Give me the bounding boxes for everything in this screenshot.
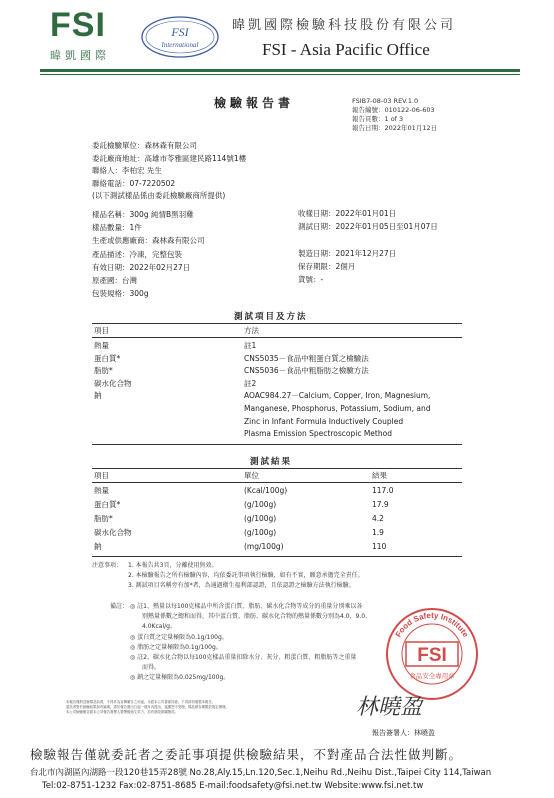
result-item: 熱量 [94, 486, 109, 495]
method-item: 熱量 [94, 341, 109, 350]
sample-lot-value: - [320, 275, 324, 284]
methods-header-rule [92, 337, 462, 338]
methods-col-method: 方法 [244, 326, 259, 335]
method-value: CNS5035－食品中粗蛋白質之檢驗法 [244, 353, 369, 363]
methods-items [94, 340, 132, 403]
form-code: FSIB7-08-03 REV.1.0 [352, 97, 419, 105]
sample-lot-label: 貨號： [298, 275, 321, 284]
fsi-logo-subtitle: 暐凱國際 [50, 49, 110, 62]
food-safety-stamp [384, 606, 480, 702]
client-contact-label: 聯絡人： [92, 166, 122, 175]
sample-maker-label: 生產或供應廠商： [92, 236, 152, 246]
method-value-continued: Manganese, Phosphorus, Potassium, Sodium, and [244, 403, 431, 413]
sample-pack: 300g [129, 289, 149, 299]
sample-origin-label: 原產國： [92, 276, 122, 286]
remarks-label: 備註： [110, 603, 129, 610]
results-bottom-rule [92, 556, 462, 557]
results-col-item: 項目 [94, 471, 109, 480]
method-item: 脂肪* [94, 366, 113, 376]
result-value: 17.9 [372, 500, 389, 509]
remark-item: 而得。 [142, 664, 161, 672]
remark-item: ◎ 註2、碳水化合物以每100克樣品重量扣除水分、灰分、粗蛋白質、粗脂肪等之重量 [130, 654, 357, 662]
method-value: 註2 [244, 378, 257, 388]
results-title: 測試結果 [250, 457, 293, 467]
results-units [244, 484, 287, 554]
sample-desc-label: 產品描述： [92, 249, 130, 259]
method-item: 碳水化合物 [94, 378, 132, 388]
page-count: 1 of 3 [384, 115, 404, 123]
fineprint-line: 本公司檢驗報告經本公司報告簽署人簽署後始生效力，若有塗改即屬無效。 [66, 710, 178, 714]
notes-list [128, 561, 468, 591]
stamp-ring-text: Food Safety Institute [393, 610, 471, 639]
sample-pack-label: 包裝規格： [92, 289, 130, 299]
sample-mfg [298, 248, 396, 259]
results-values [372, 484, 393, 554]
method-value-continued: Zinc in Infant Formula Inductively Coupled [244, 416, 404, 426]
header-divider-thin [40, 74, 520, 75]
sample-mfg-label: 製造日期： [298, 249, 336, 258]
client-contact: 李柏宏 先生 [122, 166, 162, 175]
results-col-result: 結果 [372, 471, 387, 480]
note-item: 1. 本報告共3頁，分離使用無效。 [128, 562, 218, 569]
signer-name: 林曉盈 [414, 729, 435, 737]
method-value: 註1 [244, 341, 257, 350]
remark-item: ◎ 註1、熱量以每100克樣品中所含蛋白質、脂肪、碳水化合物等成分的重量分別乘以各 [130, 603, 363, 610]
sample-recv [298, 208, 396, 219]
method-value: AOAC984.27－Calcium, Copper, Iron, Magnesium, [244, 391, 431, 401]
client-info [92, 140, 246, 203]
result-item: 碳水化合物 [94, 528, 132, 537]
sample-desc: 冷凍，完整包裝 [129, 249, 182, 259]
client-address-label: 委託廠商地址： [92, 153, 145, 163]
result-unit: (g/100g) [244, 514, 277, 523]
result-value: 110 [372, 542, 387, 551]
client-phone: 07-7220502 [129, 178, 176, 188]
results-header-rule [92, 482, 462, 483]
client-unit-label: 委託檢驗單位： [92, 141, 145, 150]
methods-top-rule [92, 323, 462, 324]
result-item: 脂肪* [94, 514, 113, 523]
result-value: 117.0 [372, 486, 394, 495]
report-date-label: 報告日期： [352, 124, 385, 132]
emblem-subtext: International [161, 41, 199, 49]
sample-test [298, 221, 438, 232]
footer-disclaimer: 檢驗報告僅就委託者之委託事項提供檢驗結果，不對產品合法性做判斷。 [30, 747, 463, 762]
methods-values [244, 340, 469, 441]
results-top-rule [92, 468, 462, 469]
sample-name: 300g 純情B黑羽雞 [129, 210, 194, 219]
fsi-logo: FSI [50, 6, 106, 44]
header-divider [40, 69, 520, 72]
sample-qty: 1件 [129, 223, 142, 233]
result-item: 蛋白質* [94, 500, 121, 509]
report-meta [352, 97, 437, 133]
sample-info-left [92, 208, 205, 300]
client-phone-label: 聯絡電話： [92, 178, 130, 188]
sample-qty-label: 樣品數量： [92, 223, 130, 233]
results-items [94, 484, 132, 554]
handwritten-signature: 林曉盈 [356, 694, 423, 719]
note-item: 3. 測試項目名稱旁有加*者，為通過衛生福利部認證，且依認證之檢驗方法執行檢驗。 [128, 582, 355, 589]
sample-test-label: 測試日期： [298, 222, 336, 231]
note-item: 2. 本檢驗報告之所有檢驗內容，均依委託事項執行檢驗，如有不實，願意承擔完全責任。 [128, 572, 364, 579]
method-item: 鈉 [94, 391, 102, 401]
client-unit: 森林森有限公司 [144, 141, 197, 150]
methods-bottom-rule [92, 444, 462, 445]
sample-expiry-label: 有效日期： [92, 262, 130, 272]
fineprint-line: 委託者對於檢驗結果如有疑義，請於報告發出日起一個月內提出，逾期恕不受理。樣品保存期限依規定辦理。 [66, 705, 229, 709]
result-unit: (g/100g) [244, 500, 277, 509]
stamp-bottom: 食品安全專用章 [409, 672, 455, 680]
footer-address: 台北市內湖區內湖路一段120巷15弄28號 No.28,Aly.15,Ln.120,Sec.1,Neihu Rd.,Neihu Dist.,Taipei City 114,Taiwan [30, 768, 492, 778]
company-name-zh: 暐凱國際檢驗科技股份有限公司 [232, 18, 457, 33]
sample-test-value: 2022年01月05日至01月07日 [335, 222, 438, 231]
fineprint [66, 700, 366, 715]
methods-col-item: 項目 [94, 326, 109, 335]
sample-origin: 台灣 [122, 276, 137, 286]
remark-item: ◎ 鈉之定量極限為0.025mg/100g。 [130, 674, 230, 682]
sample-name-label: 樣品名稱： [92, 210, 130, 219]
method-value-continued: Plasma Emission Spectroscopic Method [244, 429, 392, 439]
signer-line [372, 728, 435, 738]
client-note: (以下測試樣品係由委託檢驗廠商所提供) [92, 191, 226, 200]
result-unit: (g/100g) [244, 528, 277, 537]
client-address: 高雄市苓雅區建民路114號1樓 [144, 153, 247, 163]
result-item: 鈉 [94, 542, 102, 551]
company-name-en: FSI - Asia Pacific Office [262, 40, 430, 59]
report-no-label: 報告編號： [352, 106, 385, 114]
results-col-unit: 單位 [244, 471, 259, 480]
sample-mfg-value: 2021年12月27日 [335, 249, 397, 258]
result-unit: (Kcal/100g) [244, 486, 288, 495]
remark-item: ◎ 蛋白質之定量極限為0.1g/100g。 [130, 633, 228, 641]
sample-keep-value: 2個月 [335, 262, 356, 271]
svg-text:Food Safety Institute [394, 611, 471, 639]
notes-label: 注意事項： [92, 562, 123, 569]
sample-keep-label: 保存期限： [298, 262, 336, 271]
sample-lot [298, 274, 323, 285]
sample-recv-label: 收樣日期： [298, 209, 336, 218]
fsi-international-emblem [140, 14, 220, 60]
footer-contact: Tel:02-8751-1232 Fax:02-8751-8685 E-mail:foodsafety@fsi.net.tw Website:www.fsi.net.tw [42, 781, 424, 791]
method-item: 蛋白質* [94, 353, 121, 363]
page-label: 報告頁數： [352, 115, 385, 123]
report-date: 2022年01月12日 [384, 124, 438, 132]
methods-title: 測試項目及方法 [234, 312, 308, 322]
remark-item: 4.0Kcal/g。 [142, 623, 176, 631]
result-value: 1.9 [372, 528, 384, 537]
result-unit: (mg/100g) [244, 542, 284, 551]
sample-recv-value: 2022年01月01日 [335, 209, 397, 218]
report-title: 檢驗報告書 [214, 96, 295, 110]
sample-expiry: 2022年02月27日 [129, 262, 191, 272]
sample-keep [298, 261, 355, 272]
report-no: 010122-06-603 [384, 106, 435, 114]
signer-label: 報告簽署人： [372, 729, 414, 737]
stamp-center: FSI [417, 645, 447, 666]
remark-item: ◎ 脂肪之定量極限為0.1g/100g。 [130, 643, 222, 651]
method-value: CNS5036－食品中粗脂肪之檢驗方法 [244, 366, 369, 376]
emblem-text: FSI [171, 25, 189, 39]
sample-maker: 森林森有限公司 [152, 236, 205, 246]
result-value: 4.2 [372, 514, 384, 523]
fineprint-line: 本報告僅對送檢樣品負責，不得作為宣傳廣告之用途。未經本公司書面同意，不得部份複製本報告。 [66, 700, 216, 704]
remark-item: 別熱量係數之總和而得，其中蛋白質、脂肪、碳水化合物的熱量係數分別為4.0、9.0、 [142, 613, 372, 621]
